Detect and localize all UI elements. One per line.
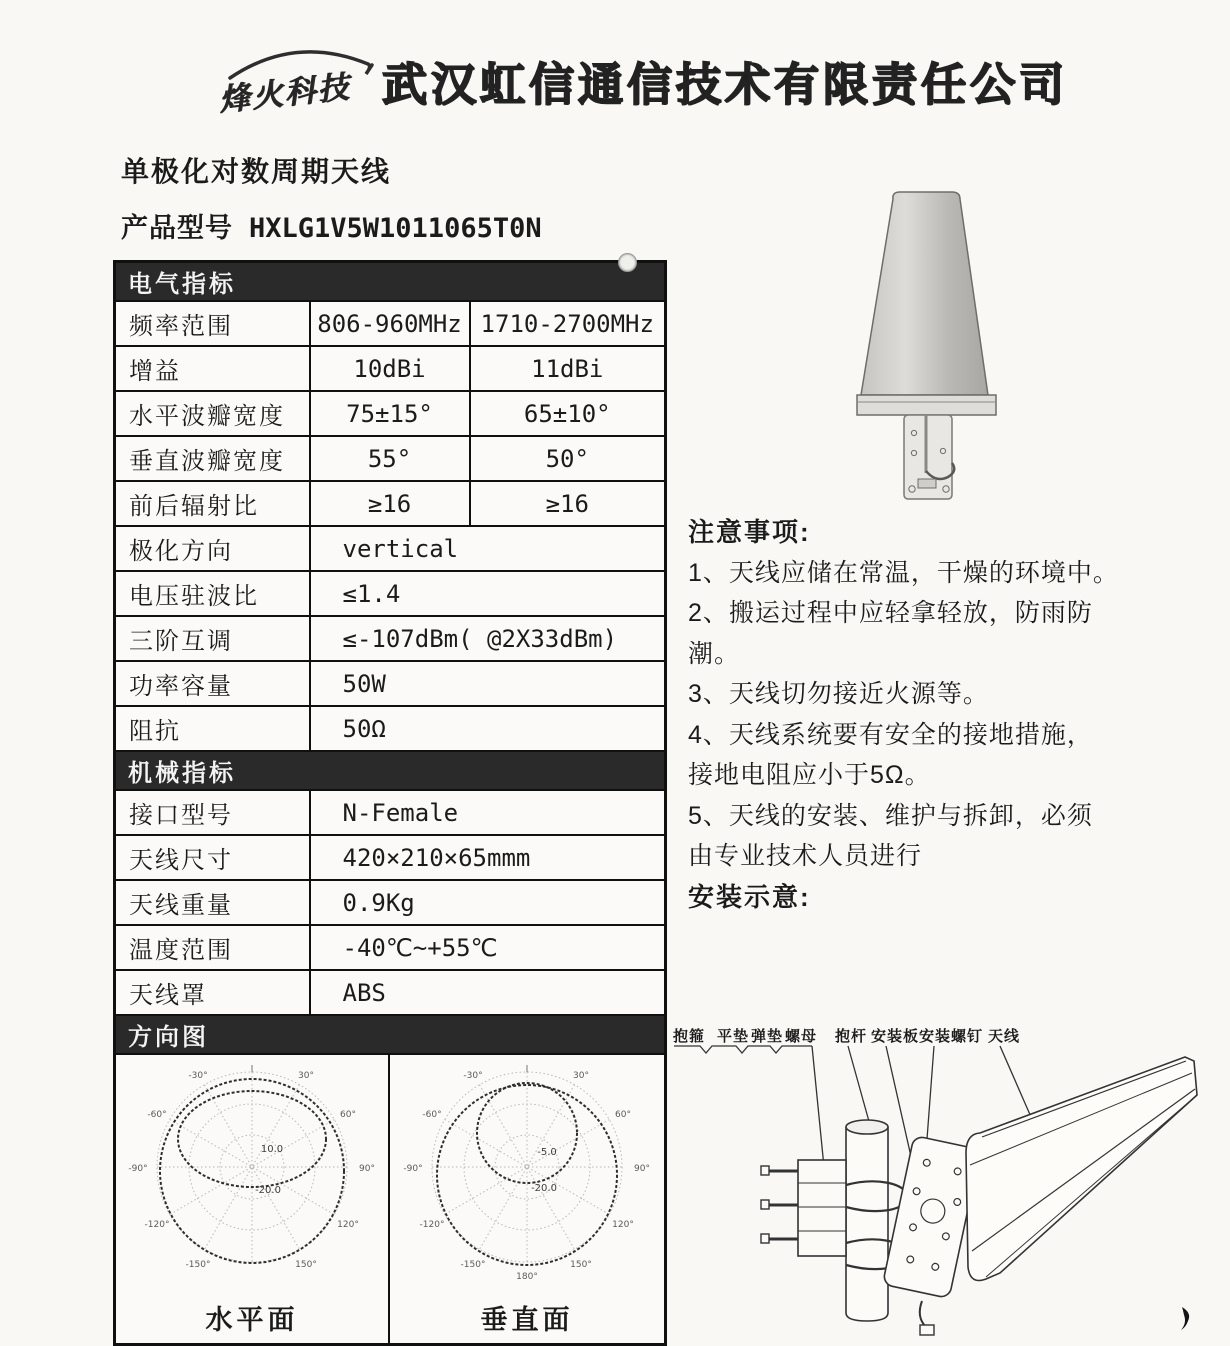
spec-label: 前后辐射比 <box>115 481 310 526</box>
level-label: -20.0 <box>255 1185 281 1196</box>
scan-artifact-mark <box>1178 1305 1198 1333</box>
product-model-label: 产品型号 <box>121 213 233 243</box>
table-row <box>115 616 666 661</box>
spec-value: 50Ω <box>310 706 666 751</box>
spec-value: 55° <box>310 436 470 481</box>
level-label: -5.0 <box>537 1147 557 1158</box>
spec-label: 天线罩 <box>115 970 310 1015</box>
product-title: 单极化对数周期天线 <box>121 156 392 187</box>
spec-value: 50W <box>310 661 666 706</box>
angle-label: 150° <box>570 1260 592 1270</box>
angle-label: -120° <box>144 1220 170 1230</box>
section-header-electrical: 电气指标 <box>115 262 666 302</box>
pattern-outer-lobe <box>160 1079 344 1263</box>
spec-value: 1710-2700MHz <box>470 301 666 346</box>
angle-label: -150° <box>460 1260 486 1270</box>
spec-value: ABS <box>310 970 666 1015</box>
note-line: 接地电阻应小于5Ω。 <box>688 761 931 789</box>
table-row <box>115 346 666 391</box>
spec-label: 温度范围 <box>115 925 310 970</box>
diagram-label-antenna: 天线 <box>988 1028 1021 1045</box>
spec-label: 阻抗 <box>115 706 310 751</box>
antenna-product-image <box>848 183 1188 513</box>
angle-label: -60° <box>147 1110 167 1120</box>
installation-diagram <box>670 1015 1230 1346</box>
spec-value: vertical <box>310 526 666 571</box>
table-row <box>115 925 666 970</box>
spec-value: ≥16 <box>310 481 470 526</box>
spec-value: 0.9Kg <box>310 880 666 925</box>
angle-label: -90° <box>128 1164 148 1174</box>
table-row <box>115 880 666 925</box>
note-line: 潮。 <box>688 639 741 668</box>
spec-label: 天线重量 <box>115 880 310 925</box>
spec-value: -40℃~+55℃ <box>310 925 666 970</box>
scan-artifact-circle <box>618 253 637 272</box>
note-line: 1、天线应储在常温，干燥的环境中。 <box>688 558 1119 587</box>
spec-value: 50° <box>470 436 666 481</box>
pattern-plots <box>116 1055 664 1343</box>
spec-value: 75±15° <box>310 391 470 436</box>
spec-label: 频率范围 <box>115 301 310 346</box>
spec-label: 接口型号 <box>115 790 310 835</box>
vertical-polar-chart <box>397 1057 657 1295</box>
product-model-value: HXLG1V5W1011065T0N <box>249 213 542 244</box>
pattern-row <box>115 1054 666 1345</box>
diagram-label-mounting-screw: 安装螺钉 <box>919 1028 984 1045</box>
angle-label: -120° <box>419 1220 445 1230</box>
company-logo <box>200 30 400 125</box>
level-label: 10.0 <box>260 1144 284 1155</box>
angle-label: -90° <box>403 1164 423 1174</box>
spec-label: 功率容量 <box>115 661 310 706</box>
diagram-label-clamp: 抱箍 <box>673 1028 706 1045</box>
notes-section <box>688 512 1230 917</box>
horizontal-plot-caption: 水平面 <box>205 1305 299 1335</box>
spec-label: 极化方向 <box>115 526 310 571</box>
spec-value: 65±10° <box>470 391 666 436</box>
note-line: 5、天线的安装、维护与拆卸，必须 <box>688 801 1093 830</box>
diagram-label-pole: 抱杆 <box>835 1028 868 1045</box>
table-row <box>115 526 666 571</box>
diagram-label-nut: 螺母 <box>785 1028 818 1045</box>
table-row <box>115 481 666 526</box>
angle-label: 150° <box>295 1260 317 1270</box>
spec-value: ≤-107dBm( @2X33dBm) <box>310 616 666 661</box>
table-row <box>115 436 666 481</box>
table-row <box>115 790 666 835</box>
angle-label: 30° <box>573 1071 589 1081</box>
company-name: 武汉虹信通信技术有限责任公司 <box>382 59 1069 110</box>
angle-label: 90° <box>634 1164 650 1174</box>
note-line: 由专业技术人员进行 <box>688 842 923 870</box>
spec-value: 10dBi <box>310 346 470 391</box>
section-header-pattern: 方向图 <box>115 1015 666 1054</box>
spec-label: 水平波瓣宽度 <box>115 391 310 436</box>
note-line: 4、天线系统要有安全的接地措施， <box>688 720 1093 749</box>
table-row <box>115 970 666 1015</box>
table-row <box>115 391 666 436</box>
table-row <box>115 301 666 346</box>
spec-value: 420×210×65mmm <box>310 835 666 880</box>
note-line: 2、搬运过程中应轻拿轻放，防雨防 <box>688 599 1093 627</box>
table-row <box>115 571 666 616</box>
angle-label: -60° <box>422 1110 442 1120</box>
horizontal-polar-chart <box>122 1057 382 1295</box>
table-row <box>115 661 666 706</box>
product-model-line <box>121 206 542 245</box>
spec-label: 电压驻波比 <box>115 571 310 616</box>
vertical-plot-caption: 垂直面 <box>480 1305 574 1335</box>
horizontal-pattern-plot <box>116 1055 390 1343</box>
spec-value: 806-960MHz <box>310 301 470 346</box>
spec-label: 垂直波瓣宽度 <box>115 436 310 481</box>
vertical-pattern-plot <box>390 1055 664 1343</box>
angle-label: 30° <box>298 1071 314 1081</box>
spec-value: 11dBi <box>470 346 666 391</box>
spec-value: N-Female <box>310 790 666 835</box>
spec-table <box>113 260 667 1346</box>
angle-label: 180° <box>516 1272 538 1282</box>
install-heading: 安装示意: <box>688 881 811 912</box>
angle-label: 60° <box>340 1110 356 1120</box>
notes-heading: 注意事项: <box>688 517 811 547</box>
spec-label: 三阶互调 <box>115 616 310 661</box>
diagram-label-flat-washer: 平垫 <box>717 1028 750 1045</box>
diagram-label-spring-washer: 弹垫 <box>751 1028 784 1045</box>
angle-label: -30° <box>463 1071 483 1081</box>
angle-label: 120° <box>337 1220 359 1230</box>
level-label: -20.0 <box>531 1183 557 1194</box>
angle-label: 120° <box>612 1220 634 1230</box>
angle-label: -150° <box>185 1260 211 1270</box>
spec-value: ≤1.4 <box>310 571 666 616</box>
angle-label: 90° <box>359 1164 375 1174</box>
spec-label: 天线尺寸 <box>115 835 310 880</box>
table-row <box>115 835 666 880</box>
table-row <box>115 706 666 751</box>
diagram-label-mounting-plate: 安装板 <box>871 1028 920 1045</box>
spec-label: 增益 <box>115 346 310 391</box>
spec-value: ≥16 <box>470 481 666 526</box>
logo-text: 烽火科技 <box>216 69 352 118</box>
installation-diagram-drawing <box>670 1015 1230 1346</box>
section-header-mechanical: 机械指标 <box>115 751 666 790</box>
note-line: 3、天线切勿接近火源等。 <box>688 680 989 708</box>
angle-label: -30° <box>188 1071 208 1081</box>
angle-label: 60° <box>615 1110 631 1120</box>
